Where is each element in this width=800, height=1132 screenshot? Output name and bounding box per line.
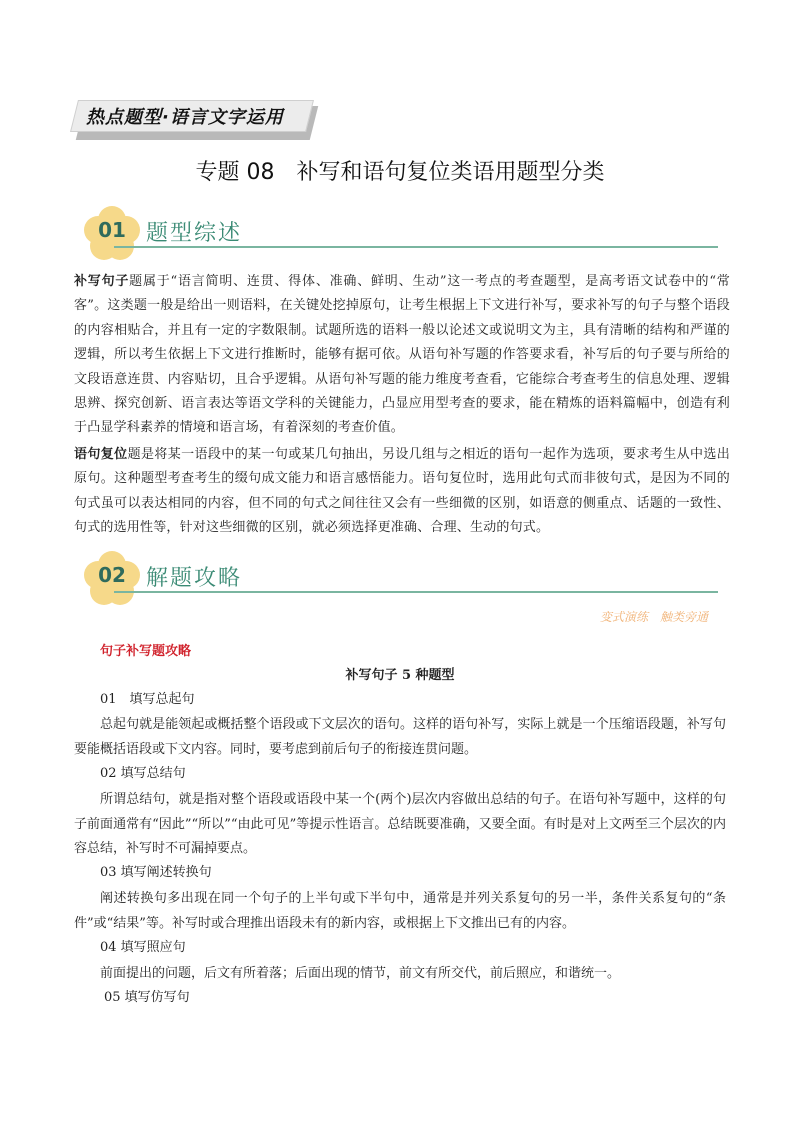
section-01-header <box>80 204 720 262</box>
section-number: 01 <box>98 218 126 242</box>
item-heading: 04 填写照应句 <box>100 940 186 955</box>
banner-text: 热点题型·语言文字运用 <box>86 107 284 128</box>
paragraph-text: 题属于“语言简明、连贯、得体、准确、鲜明、生动”这一考点的考查题型，是高考语文试卷中的“常客”。这类题一般是给出一则语料，在关键处挖掉原句，让考生根据上下文进行补写，要求补写的句子与整个语段的内容相贴合，并且有一定的字数限制。试题所选的语料一般以论述文或说明文为主，具有清晰的结构和严谨的逻辑，所以考生依据上下文进行推断时，能够有据可依。从语句补写题的作答要求看，补写后的句子要与所给的文段语意连贯、内容贴切，且合乎逻辑。从语句补写题的能力维度考查看，它能综合考查考生的信息处理、逻辑思辨、探究创新、语言表达等语文学科的关键能力，凸显应用型考查的要求，能在精炼的语料篇幅中，创造有利于凸显学科素养的情境和语言场，有着深刻的考查价值。 <box>74 274 730 436</box>
item-heading: 01 填写总起句 <box>100 692 195 707</box>
item-heading: 02 填写总结句 <box>100 766 186 781</box>
types-subtitle: 补写句子 5 种题型 <box>345 668 455 683</box>
item-body: 总起句就是能领起或概括整个语段或下文层次的语句。这样的语句补写，实际上就是一个压缩语段题，补写句要能概括语段或下文内容。同时，要考虑到前后句子的衔接连贯问题。 <box>74 717 726 757</box>
practice-note: 变式演练 触类旁通 <box>600 610 709 624</box>
item-heading: 03 填写阐述转换句 <box>100 865 212 880</box>
section-heading: 题型综述 <box>146 221 243 246</box>
document-title: 专题 08 补写和语句复位类语用题型分类 <box>195 160 605 185</box>
item-body: 前面提出的问题，后文有所着落；后面出现的情节，前文有所交代，前后照应，和谐统一。 <box>100 966 621 981</box>
section-rule <box>114 591 718 593</box>
section-heading: 解题攻略 <box>146 566 243 591</box>
section-02-header <box>80 549 720 607</box>
topic-banner <box>74 100 316 142</box>
term-sentence-restore: 语句复位 <box>74 447 128 462</box>
paragraph-text: 题是将某一语段中的某一句或某几句抽出，另设几组与之相近的语句一起作为选项，要求考生从中选出原句。这种题型考查考生的缀句成文能力和语言感悟能力。语句复位时，选用此句式而非彼句式，是因为不同的句式虽可以表达相同的内容，但不同的句式之间往往又会有一些细微的区别，如语意的侧重点、话题的一致性、句式的选用性等，针对这些细微的区别，就必须选择更准确、合理、生动的句式。 <box>74 447 730 536</box>
term-fill-sentence: 补写句子 <box>74 274 130 289</box>
item-body: 所谓总结句，就是指对整个语段或语段中某一个(两个)层次内容做出总结的句子。在语句补写题中，这样的句子前面通常有“因此”“所以”“由此可见”等提示性语言。总结既要准确，又要全面。有时是对上文两至三个层次的内容总结，补写时不可漏掉要点。 <box>74 792 726 857</box>
item-heading: 05 填写仿写句 <box>104 990 190 1005</box>
section-rule <box>114 246 718 248</box>
section-number: 02 <box>98 563 126 587</box>
strategy-label: 句子补写题攻略 <box>100 644 192 659</box>
overview-paragraph-2 <box>74 443 730 541</box>
overview-paragraph-1 <box>74 270 730 441</box>
item-body: 阐述转换句多出现在同一个句子的上半句或下半句中，通常是并列关系复句的另一半，条件关系复句的“条件”或“结果”等。补写时或合理推出语段未有的新内容，或根据上下文推出已有的内容。 <box>74 891 726 931</box>
